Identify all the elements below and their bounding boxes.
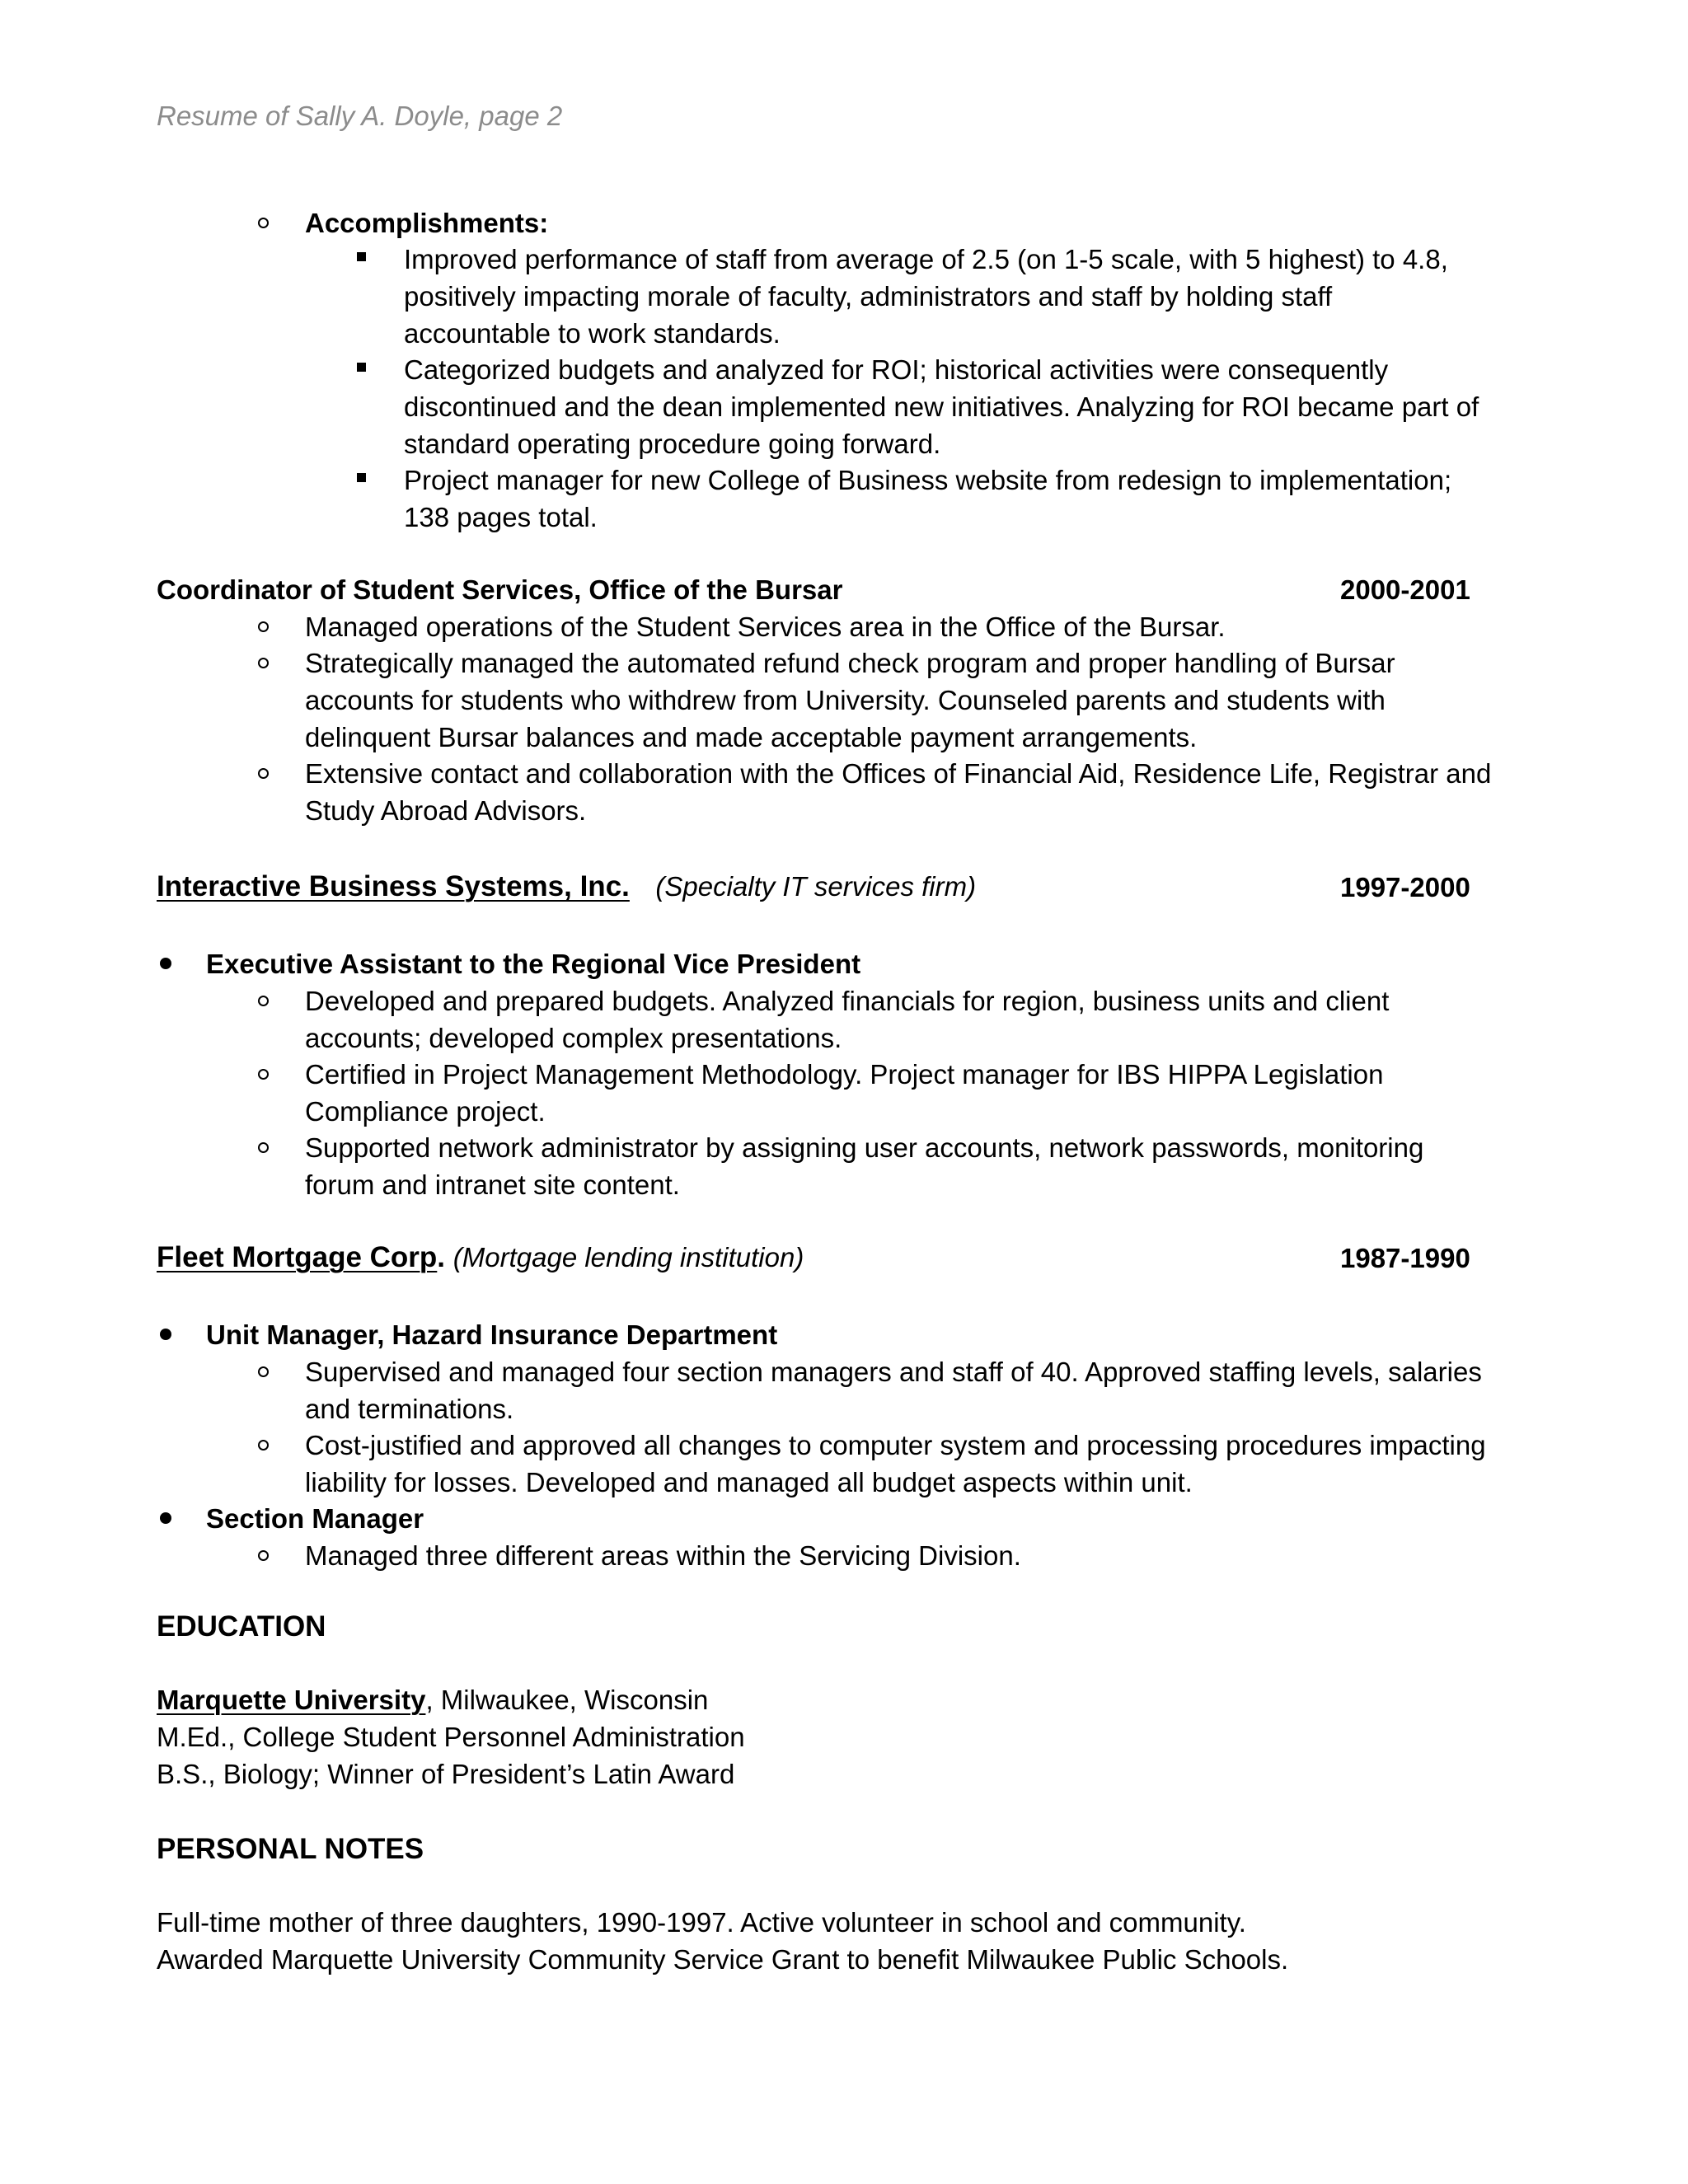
education-degree-1: M.Ed., College Student Personnel Administration [157,1722,745,1752]
bursar-item-3-line-2: Study Abroad Advisors. [305,795,587,826]
square-bullet-icon [357,252,366,261]
accomplishment-1-line-1: Improved performance of staff from average of 2.5 (on 1-5 scale, with 5 highest) to 4.8, [404,244,1448,274]
circle-bullet-icon [258,658,269,668]
running-header: Resume of Sally A. Doyle, page 2 [157,101,563,131]
bursar-item-1-line-1: Managed operations of the Student Services area in the Office of the Bursar. [305,612,1226,642]
ibs-item-3-line-1: Supported network administrator by assigning user accounts, network passwords, monitoring [305,1132,1424,1163]
education-school-name: Marquette University [157,1685,426,1715]
disc-bullet-icon [160,1512,171,1524]
disc-bullet-icon [160,1329,171,1340]
education-heading: EDUCATION [157,1610,326,1643]
bursar-role-title: Coordinator of Student Services, Office of the Bursar [157,574,843,605]
personal-notes-heading: PERSONAL NOTES [157,1833,424,1865]
ibs-item-1-line-1: Developed and prepared budgets. Analyzed financials for region, business units and client [305,986,1390,1016]
ibs-dates: 1997-2000 [1340,872,1470,902]
education-school-location: , Milwaukee, Wisconsin [425,1685,709,1715]
circle-bullet-icon [258,1142,269,1153]
bursar-item-3-line-1: Extensive contact and collaboration with the Offices of Financial Aid, Residence Life, Registrar and [305,758,1492,789]
fleet-role-2-item-1-line-1: Managed three different areas within the Servicing Division. [305,1540,1021,1571]
fleet-company-description: (Mortgage lending institution) [452,1242,804,1272]
square-bullet-icon [357,473,366,482]
accomplishment-2-line-2: discontinued and the dean implemented new initiatives. Analyzing for ROI became part of [404,391,1479,422]
accomplishment-3-line-2: 138 pages total. [404,502,598,532]
circle-bullet-icon [258,1440,269,1451]
bursar-role-dates: 2000-2001 [1340,574,1470,605]
fleet-heading-line [157,1238,804,1277]
fleet-role-1-item-2-line-1: Cost-justified and approved all changes to computer system and processing procedures impacting [305,1430,1486,1460]
fleet-role-1-item-1-line-2: and terminations. [305,1394,514,1424]
education-school-line [157,1681,708,1718]
bursar-item-2-line-1: Strategically managed the automated refund check program and proper handling of Bursar [305,648,1395,678]
accomplishment-1-line-2: positively impacting morale of faculty, administrators and staff by holding staff [404,281,1333,312]
circle-bullet-icon [258,218,269,228]
accomplishment-1-line-3: accountable to work standards. [404,318,781,349]
square-bullet-icon [357,363,366,372]
ibs-item-2-line-2: Compliance project. [305,1096,546,1127]
accomplishments-label: Accomplishments: [305,208,549,238]
fleet-role-1-item-2-line-2: liability for losses. Developed and managed all budget aspects within unit. [305,1467,1193,1497]
ibs-company-name: Interactive Business Systems, Inc. [157,870,630,902]
fleet-dates: 1987-1990 [1340,1243,1470,1273]
bursar-item-2-line-3: delinquent Bursar balances and made acceptable payment arrangements. [305,722,1198,752]
fleet-role-2-title: Section Manager [206,1503,424,1534]
circle-bullet-icon [258,1366,269,1377]
bursar-item-2-line-2: accounts for students who withdrew from University. Counseled parents and students with [305,685,1386,715]
education-degree-2: B.S., Biology; Winner of President’s Latin Award [157,1759,735,1789]
circle-bullet-icon [258,1069,269,1080]
fleet-role-1-item-1-line-1: Supervised and managed four section managers and staff of 40. Approved staffing levels, salaries [305,1357,1482,1387]
circle-bullet-icon [258,768,269,779]
circle-bullet-icon [258,621,269,632]
personal-notes-line-2: Awarded Marquette University Community Service Grant to benefit Milwaukee Public Schools. [157,1944,1289,1975]
fleet-role-1-title: Unit Manager, Hazard Insurance Department [206,1319,778,1350]
circle-bullet-icon [258,1550,269,1561]
ibs-role-title: Executive Assistant to the Regional Vice President [206,949,861,979]
disc-bullet-icon [160,958,171,969]
accomplishment-3-line-1: Project manager for new College of Business website from redesign to implementation; [404,465,1452,495]
ibs-company-description: (Specialty IT services firm) [655,871,977,902]
personal-notes-line-1: Full-time mother of three daughters, 1990-1997. Active volunteer in school and community. [157,1907,1246,1938]
ibs-item-2-line-1: Certified in Project Management Methodology. Project manager for IBS HIPPA Legislation [305,1059,1384,1090]
accomplishment-2-line-1: Categorized budgets and analyzed for ROI; historical activities were consequently [404,354,1389,385]
fleet-company-name: Fleet Mortgage Corp [157,1241,438,1273]
accomplishment-2-line-3: standard operating procedure going forward. [404,429,941,459]
ibs-heading-line [157,867,976,907]
circle-bullet-icon [258,996,269,1006]
ibs-item-1-line-2: accounts; developed complex presentations. [305,1023,842,1053]
fleet-period: . [437,1241,446,1273]
ibs-item-3-line-2: forum and intranet site content. [305,1169,680,1200]
